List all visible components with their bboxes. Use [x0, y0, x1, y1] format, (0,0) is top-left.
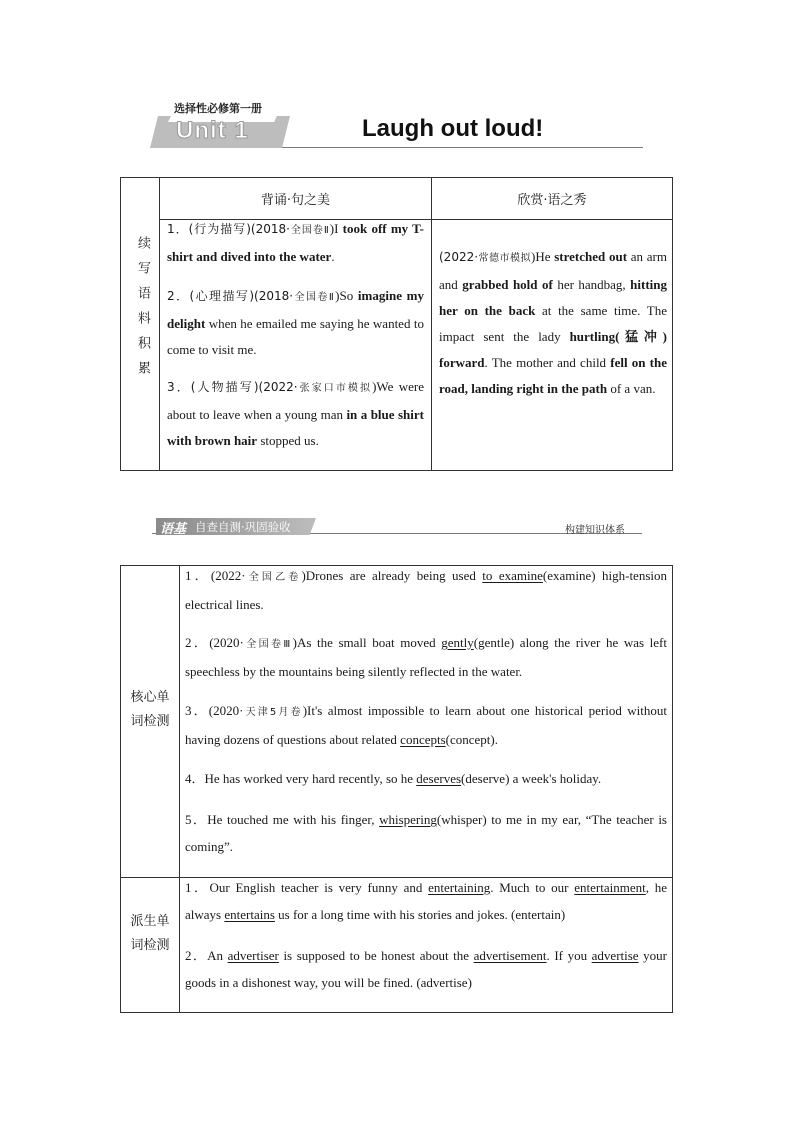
unit-label: Unit 1: [176, 117, 249, 144]
sentence-item: 3．(人物描写)(2022·张家口市模拟)We were about to leave when a young man in a blue shirt with brown hair stopped us.: [167, 379, 425, 448]
row-label: 派生单 词检测: [130, 914, 170, 953]
table-divider: [431, 178, 432, 470]
row-label: 核心单 词检测: [130, 690, 170, 729]
appreciation-passage: (2022·常德市模拟)He stretched out an arm and grabbed hold of her handbag, hitting her on the back at the same time. The impact sent the lady hurtling(猛冲) forward. The mother and child fell on the road, landing right in the path of a van.: [439, 249, 668, 396]
exercise-item: 2．(2020·全国卷Ⅲ)As the small boat moved gently(gentle) along the river he was left speechless by the mountains being silently reflected in the water.: [185, 635, 667, 679]
writing-material-table: [120, 177, 673, 471]
exercise-item: 5．He touched me with his finger, whispering(whisper) to me in my ear, “The teacher is coming”.: [185, 812, 667, 854]
vocabulary-check-table: [120, 565, 673, 1013]
column-header: 欣赏·语之秀: [517, 193, 587, 208]
exercise-item: 2．An advertiser is supposed to be honest about the advertisement. If you advertise your goods in a dishonest way, you will be fined. (advertise): [185, 948, 667, 990]
section-subtitle: 自查自测·巩固验收: [195, 520, 291, 534]
table-divider: [159, 178, 160, 470]
exercise-item: 1．Our English teacher is very funny and entertaining. Much to our entertainment, he always entertains us for a long time with his stories and jokes. (entertain): [185, 880, 667, 922]
unit-title: Laugh out loud!: [362, 115, 544, 142]
side-label: 续写语料积累: [135, 236, 150, 386]
section-note: 构建知识体系: [565, 525, 625, 536]
exercise-item: 4．He has worked very hard recently, so he deserves(deserve) a week's holiday.: [185, 771, 602, 786]
series-label: 选择性必修第一册: [174, 102, 262, 115]
table-divider: [179, 566, 180, 1012]
section-label: 语基: [160, 522, 187, 537]
sentence-item: 2．(心理描写)(2018·全国卷Ⅱ)So imagine my delight when he emailed me saying he wanted to come to visit me.: [167, 288, 424, 357]
column-header: 背诵·句之美: [260, 193, 331, 208]
sentence-item: 1．(行为描写)(2018·全国卷Ⅱ)I took off my T-shirt and dived into the water.: [167, 221, 424, 264]
exercise-item: 1．(2022·全国乙卷)Drones are already being used to examine(examine) high-tension electrical lines.: [185, 568, 667, 612]
exercise-item: 3．(2020·天津5月卷)It's almost impossible to learn about one historical period without having dozens of questions about related concepts(concept).: [185, 703, 667, 747]
